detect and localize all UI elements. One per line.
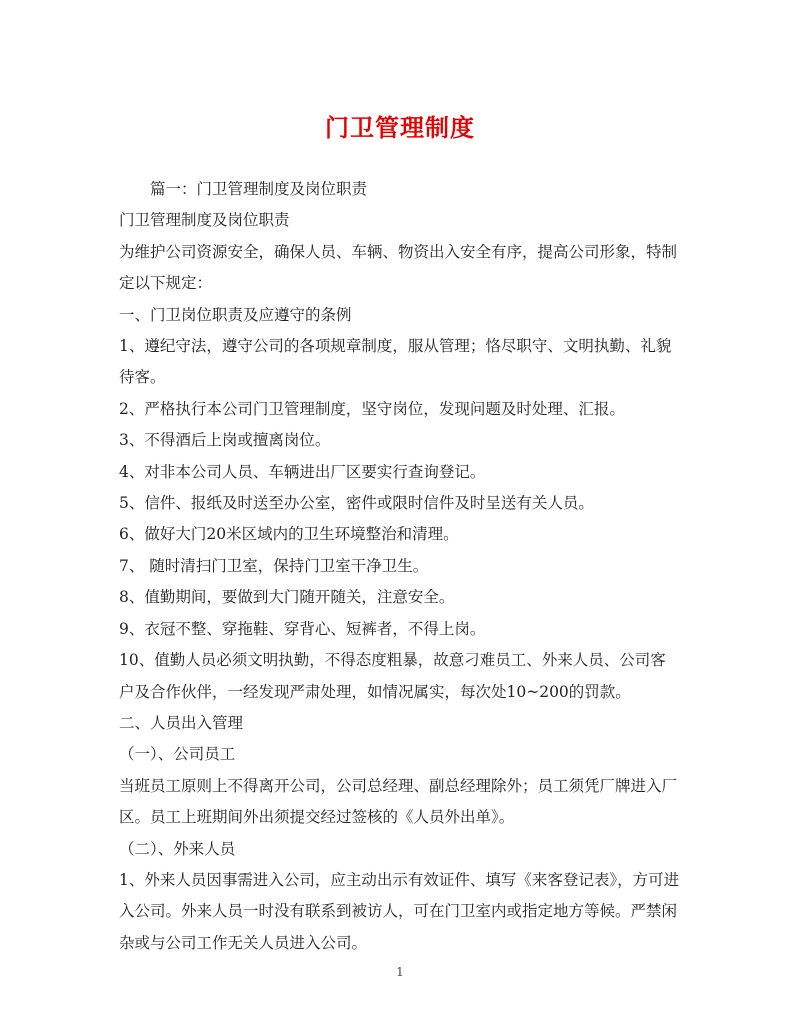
document-body [119, 174, 681, 959]
paragraph: 1、外来人员因事需进入公司，应主动出示有效证件、填写《来客登记表》，方可进入公司。外来人员一时没有联系到被访人，可在门卫室内或指定地方等候。严禁闲杂或与公司工作无关人员进入公司。 [119, 870, 680, 952]
page-number: 1 [396, 965, 404, 979]
paragraph: 7、 随时清扫门卫室，保持门卫室干净卫生。 [119, 556, 429, 575]
paragraph: （一）、公司员工 [119, 745, 236, 764]
paragraph: 二、人员出入管理 [119, 713, 244, 732]
paragraph: 门卫管理制度及岗位职责 [119, 211, 290, 230]
paragraph: 一、门卫岗位职责及应遵守的条例 [119, 305, 352, 324]
paragraph: 6、做好大门20米区域内的卫生环境整治和清理。 [119, 525, 459, 544]
paragraph: 1、遵纪守法，遵守公司的各项规章制度，服从管理；恪尽职守、文明执勤、礼貌待客。 [119, 337, 672, 387]
paragraph: 5、信件、报纸及时送至办公室，密件或限时信件及时呈送有关人员。 [119, 494, 594, 513]
section-heading: 篇一：门卫管理制度及岗位职责 [150, 180, 368, 198]
paragraph: （二）、外来人员 [119, 839, 236, 858]
paragraph: 10、值勤人员必须文明执勤，不得态度粗暴，故意刁难员工、外来人员、公司客户及合作伙伴，一经发现严肃处理，如情况属实，每次处10~200的罚款。 [119, 651, 666, 701]
paragraph: 8、值勤期间，要做到大门随开随关，注意安全。 [119, 588, 455, 607]
paragraph: 4、对非本公司人员、车辆进出厂区要实行查询登记。 [119, 462, 486, 481]
paragraph: 2、严格执行本公司门卫管理制度，坚守岗位，发现问题及时处理、汇报。 [119, 399, 625, 418]
paragraph: 9、衣冠不整、穿拖鞋、穿背心、短裤者，不得上岗。 [119, 619, 486, 638]
paragraph: 当班员工原则上不得离开公司，公司总经理、副总经理除外；员工须凭厂牌进入厂区。员工上班期间外出须提交经过签核的《人员外出单》。 [119, 776, 678, 827]
document-title: 门卫管理制度 [325, 114, 475, 142]
paragraph: 为维护公司资源安全，确保人员、车辆、物资出入安全有序，提高公司形象，特制定以下规定： [119, 242, 678, 293]
paragraph: 3、不得酒后上岗或擅离岗位。 [119, 431, 331, 450]
